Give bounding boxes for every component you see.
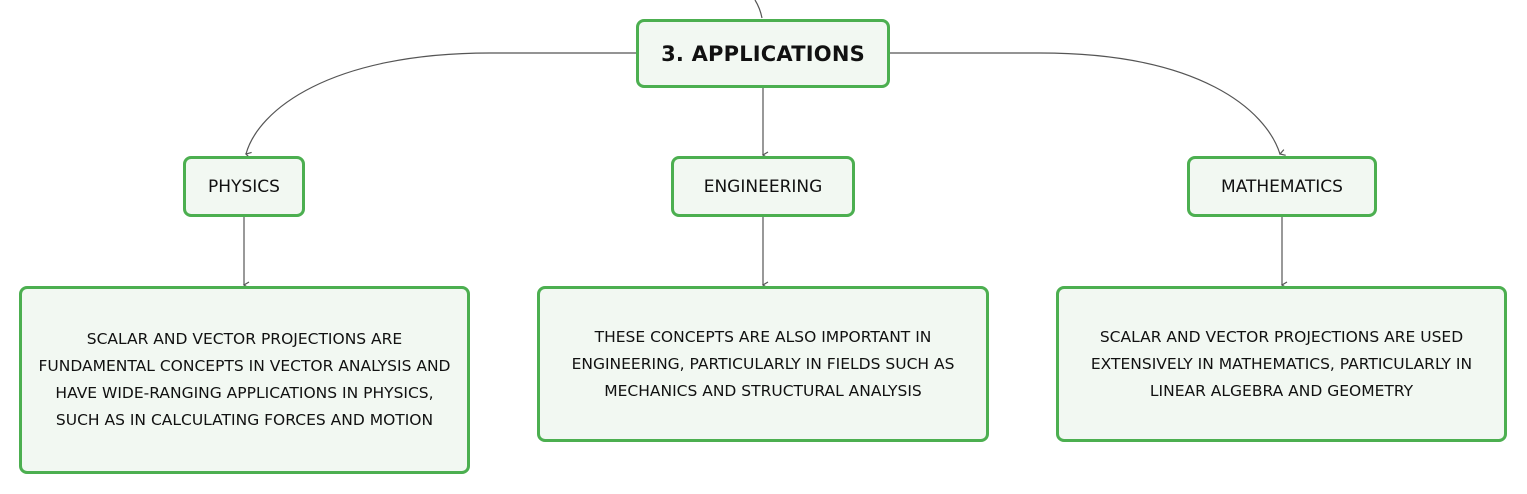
root-node-label: 3. APPLICATIONS [661, 41, 865, 66]
detail-text-physics: SCALAR AND VECTOR PROJECTIONS ARE FUNDAMENTAL CONCEPTS IN VECTOR ANALYSIS AND HAVE WIDE-RANGING APPLICATIONS IN PHYSICS, SUCH AS IN CALCULATING FORCES AND MOTION [38, 330, 451, 429]
topic-node-physics[interactable] [183, 156, 305, 217]
topic-label-physics: PHYSICS [208, 176, 280, 197]
detail-text-mathematics: SCALAR AND VECTOR PROJECTIONS ARE USED EXTENSIVELY IN MATHEMATICS, PARTICULARLY IN LINEAR ALGEBRA AND GEOMETRY [1090, 327, 1473, 400]
detail-node-physics[interactable] [19, 286, 470, 474]
root-node[interactable] [636, 19, 890, 88]
incoming-parent-connector [755, 0, 762, 18]
topic-node-mathematics[interactable] [1187, 156, 1377, 217]
detail-node-engineering[interactable] [537, 286, 989, 442]
topic-label-engineering: ENGINEERING [703, 176, 823, 197]
connector-root-to-mathematics [890, 53, 1280, 154]
topic-label-mathematics: MATHEMATICS [1221, 176, 1343, 197]
detail-node-mathematics[interactable] [1056, 286, 1507, 442]
detail-text-engineering: THESE CONCEPTS ARE ALSO IMPORTANT IN ENGINEERING, PARTICULARLY IN FIELDS SUCH AS MECHANICS AND STRUCTURAL ANALYSIS [571, 327, 955, 400]
topic-node-engineering[interactable] [671, 156, 855, 217]
connector-root-to-physics [246, 53, 636, 154]
